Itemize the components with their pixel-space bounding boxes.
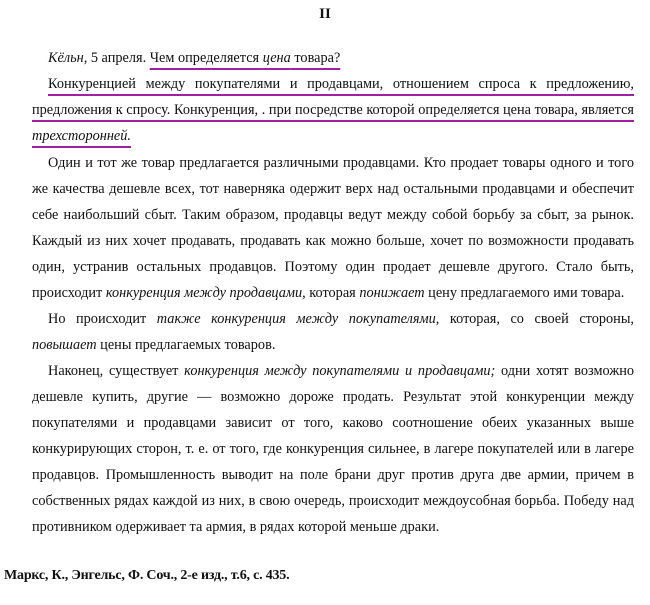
paragraph-1-text: Конкуренцией между покупателями и продавцами, отношением спроса к предложению, предложения к спросу. Конкуренция, . при посредстве которой определяется цена товара, является xyxy=(32,76,634,118)
question-part-2: товара? xyxy=(290,50,341,66)
paragraph-1 xyxy=(32,71,634,149)
paragraph-4 xyxy=(32,358,634,540)
paragraph-4-text-1: Наконец, существует xyxy=(48,363,185,379)
paragraph-4-text-2: одни хотят возможно дешевле купить, другие — возможно дороже продать. Результат этой конкуренции между покупателями и продавцами зависит от того, каково соотношение обеих указанных выше конкурирующих сторон, т. е. от того, где конкуренция сильнее, в лагере покупателей или в лагере продавцов. Промышленность выводит на поле брани друг против друга две армии, причем в собственных рядах каждой из них, в свою очередь, происходит междоусобная борьба. Победу над противником одерживает та армия, в рядах которой меньше драки. xyxy=(32,363,634,535)
paragraph-3-text-2: которая, со своей стороны, xyxy=(439,311,634,327)
question-highlight xyxy=(150,50,341,66)
paragraph-2-text-2: которая xyxy=(305,285,360,301)
question-italic: цена xyxy=(262,50,291,66)
paragraph-2-italic-1: конкуренция между продавцами, xyxy=(105,285,306,301)
question-part-1: Чем определяется xyxy=(149,50,263,66)
body-text xyxy=(32,45,634,540)
paragraph-2-text-3: цену предлагаемого ими товара. xyxy=(424,285,625,301)
paragraph-3 xyxy=(32,306,634,358)
date-text: , 5 апреля. xyxy=(83,50,150,66)
header-line xyxy=(32,45,634,71)
paragraph-3-italic-1: также конкуренция между покупателями, xyxy=(156,311,440,327)
place-name: Кёльн xyxy=(48,50,84,66)
answer-highlight xyxy=(32,76,634,144)
paragraph-2 xyxy=(32,150,634,306)
section-numeral: II xyxy=(319,6,331,22)
paragraph-3-text-3: цены предлагаемых товаров. xyxy=(96,337,276,353)
paragraph-3-text-1: Но происходит xyxy=(48,311,157,327)
paragraph-1-italic: трехсторонней. xyxy=(32,128,131,144)
paragraph-2-italic-2: понижает xyxy=(359,285,425,301)
paragraph-2-text-1: Один и тот же товар предлагается различными продавцами. Кто продает товары одного и того же качества дешевле всех, тот наверняка одержит верх над остальными продавцами и обеспечит себе наибольший сбыт. Таким образом, продавцы ведут между собой борьбу за сбыт, за рынок. Каждый из них хочет продавать, продавать как можно больше, хочет по возможности продавать один, устранив остальных продавцов. Поэтому один продает дешевле другого. Стало быть, происходит xyxy=(32,155,634,301)
paragraph-3-italic-2: повышает xyxy=(32,337,97,353)
citation: Маркс, К., Энгельс, Ф. Соч., 2-е изд., т.6, с. 435. xyxy=(4,568,290,583)
paragraph-4-italic-1: конкуренция между покупателями и продавцами; xyxy=(184,363,496,379)
